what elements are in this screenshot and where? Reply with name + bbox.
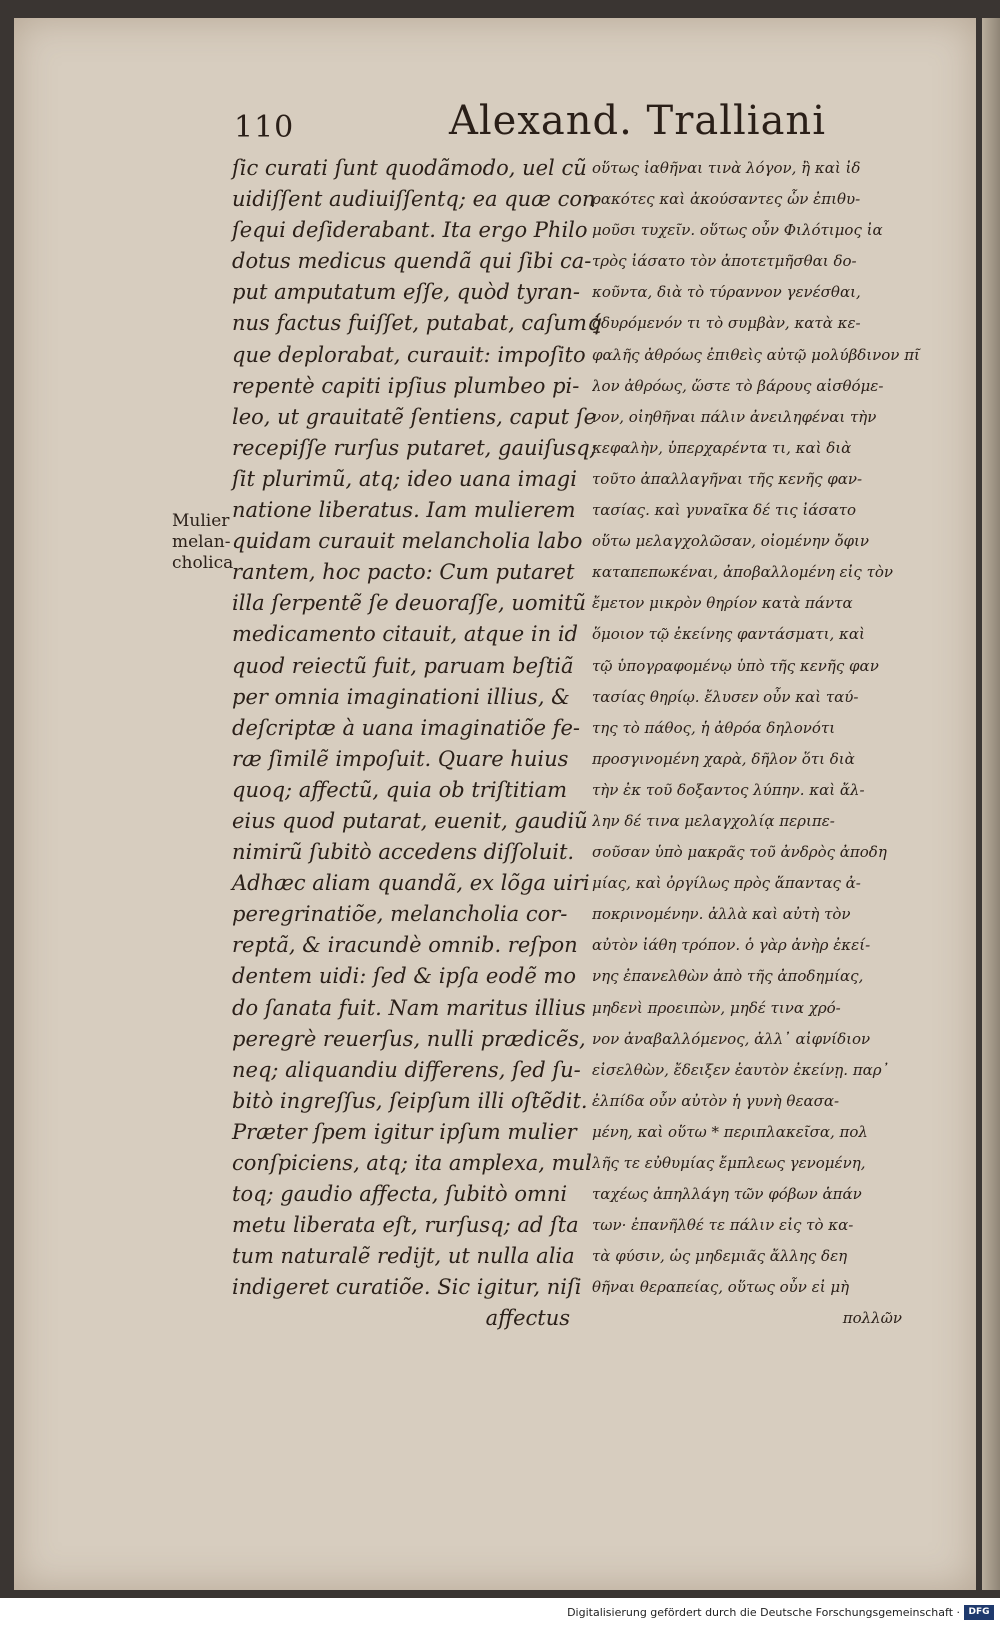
latin-text-line: que deplorabat, curauit: impoſito: [232, 342, 586, 367]
greek-text-line: νον ἀναβαλλόμενος, ἀλλ᾽ αἰφνίδιον: [592, 1029, 871, 1048]
latin-text-line: per omnia imaginationi illius, &: [232, 684, 570, 709]
latin-text-line: leo, ut grauitatẽ ſentiens, caput ſe: [232, 404, 597, 429]
page-edge: [982, 18, 1000, 1590]
latin-text-line: medicamento citauit, atque in id: [232, 622, 578, 647]
greek-text-line: τοῦτο ἀπαλλαγῆναι τῆς κενῆς φαν-: [592, 469, 863, 488]
latin-text-line: conſpiciens, atq; ita amplexa, mul: [232, 1151, 592, 1175]
margin-note-line: melan-: [172, 532, 231, 552]
latin-text-line: affectus: [485, 1306, 570, 1331]
greek-text-line: λῆς τε εὐθυμίας ἔμπλεως γενομένη,: [592, 1154, 866, 1172]
greek-text-line: τρὸς ἰάσατο τὸν ἀποτετμῆσθαι δο-: [592, 252, 857, 271]
greek-text-line: νης ἐπανελθὼν ἀπὸ τῆς ἀποδημίας,: [592, 967, 864, 986]
greek-text-line: μίας, καὶ ὀργίλως πρὸς ἅπαντας ἀ-: [592, 874, 861, 893]
latin-text-line: uidiſſent audiuiſſentq; ea quæ con: [232, 187, 596, 212]
latin-text-line: ſic curati ſunt quodãmodo, uel cũ: [232, 156, 587, 180]
greek-text-line: ὅμοιον τῷ ἐκείνης φαντάσματι, καὶ: [592, 625, 865, 644]
greek-text-line: εἰσελθὼν, ἔδειξεν ἑαυτὸν ἐκείνῃ. παρ᾽: [592, 1060, 890, 1079]
running-title: Alexand. Tralliani: [449, 98, 826, 144]
latin-text-line: do ſanata fuit. Nam maritus illius: [232, 995, 586, 1020]
latin-text-line: quoq; affectũ, quia ob triſtitiam: [232, 777, 568, 802]
latin-text-line: metu liberata eſt, rurſusq; ad ſta: [232, 1213, 579, 1238]
latin-text-line: dentem uidi: ſed & ipſa eodẽ mo: [232, 964, 576, 989]
latin-text-line: ſit plurimũ, atq; ideo uana imagi: [232, 466, 577, 491]
latin-text-line: recepiſſe rurſus putaret, gauiſusq;: [232, 435, 597, 460]
greek-text-line: ταχέως ἀπηλλάγη τῶν φόβων ἁπάν: [592, 1185, 862, 1204]
latin-column: [232, 153, 601, 1335]
greek-text-line: τὴν ἐκ τοῦ δοξαντος λύπην. καὶ ἄλ-: [592, 780, 865, 799]
greek-text-line: ποκρινομένην. ἀλλὰ καὶ αὐτὴ τὸν: [592, 905, 851, 924]
page-number: 110: [234, 110, 295, 145]
latin-text-line: illa ſerpentẽ ſe deuoraſſe, uomitũ: [232, 591, 587, 616]
latin-text-line: put amputatum eſſe, quòd tyran-: [232, 280, 580, 305]
greek-text-line: νον, οἰηθῆναι πάλιν ἀνειληφέναι τὴν: [592, 407, 877, 426]
credit-text: Digitalisierung gefördert durch die Deutsche Forschungsgemeinschaft ·: [567, 1606, 960, 1619]
greek-text-line: πολλῶν: [842, 1309, 902, 1328]
latin-text-line: peregrè reuerſus, nulli prædicẽs,: [232, 1026, 586, 1051]
latin-text-line: ræ ſimilẽ impoſuit. Quare huius: [232, 746, 569, 771]
page-header: [14, 98, 976, 158]
greek-text-line: φαλῆς ἀθρόως ἐπιθεὶς αὐτῷ μολύβδινον πῖ: [592, 345, 920, 364]
greek-text-line: οὕτως ἰαθῆναι τινὰ λόγον, ἢ καὶ ἰδ: [592, 159, 861, 177]
greek-text-line: κοῦντα, διὰ τὸ τύραννον γενέσθαι,: [592, 283, 861, 302]
greek-text-line: ἐλπίδα οὖν αὐτὸν ἡ γυνὴ θεασα-: [592, 1091, 840, 1110]
credit-bar: [0, 1598, 1000, 1628]
dfg-logo: DFG: [964, 1605, 994, 1620]
latin-text-line: Præter ſpem igitur ipſum mulier: [232, 1119, 577, 1144]
latin-text-line: bitò ingreſſus, ſeipſum illi oſtẽdit.: [232, 1088, 588, 1113]
latin-text-line: quidam curauit melancholia labo: [232, 529, 583, 554]
latin-text-line: toq; gaudio affecta, ſubitò omni: [232, 1182, 568, 1207]
margin-note-line: cholica: [172, 553, 234, 573]
latin-text-line: neq; aliquandiu differens, ſed ſu-: [232, 1057, 581, 1082]
greek-text-line: αὐτὸν ἰάθη τρόπον. ὁ γὰρ ἀνὴρ ἐκεί-: [592, 936, 871, 955]
greek-text-line: προσγινομένη χαρὰ, δῆλον ὅτι διὰ: [592, 749, 855, 768]
greek-text-line: λην δέ τινα μελαγχολίᾳ περιπε-: [592, 811, 835, 830]
greek-text-line: της τὸ πάθος, ἡ ἀθρόα δηλονότι: [592, 718, 836, 737]
greek-text-line: ὀδυρόμενόν τι τὸ συμβὰν, κατὰ κε-: [592, 314, 861, 333]
greek-text-line: ἔμετον μικρὸν θηρίον κατὰ πάντα: [592, 594, 853, 613]
latin-text-line: dotus medicus quendã qui ſibi ca-: [232, 249, 592, 274]
latin-text-line: quod reiectũ fuit, paruam beſtiã: [232, 653, 574, 678]
latin-text-line: indigeret curatiõe. Sic igitur, niſi: [232, 1275, 582, 1300]
latin-text-line: nus factus fuiſſet, putabat, caſumꝗ́: [232, 311, 601, 336]
latin-text-line: rantem, hoc pacto: Cum putaret: [232, 560, 575, 585]
greek-text-line: μοῦσι τυχεῖν. οὕτως οὖν Φιλότιμος ἰα: [592, 221, 883, 240]
greek-text-line: σοῦσαν ὑπὸ μακρᾶς τοῦ ἀνδρὸς ἀποδη: [592, 843, 887, 862]
latin-text-line: peregrinatiõe, melancholia cor-: [232, 902, 568, 927]
greek-text-line: θῆναι θεραπείας, οὕτως οὖν εἰ μὴ: [592, 1278, 850, 1297]
greek-text-line: μηδενὶ προειπὼν, μηδέ τινα χρό-: [592, 998, 841, 1017]
greek-text-line: τῷ ὑπογραφομένῳ ὑπὸ τῆς κενῆς φαν: [592, 656, 879, 675]
margin-note-line: Mulier: [172, 511, 230, 531]
latin-text-line: repentè capiti ipſius plumbeo pi-: [232, 373, 580, 398]
greek-text-line: μένη, καὶ οὕτω * περιπλακεῖσα, πολ: [592, 1122, 868, 1141]
latin-text-line: reptã, & iracundè omnib. reſpon: [232, 933, 578, 958]
greek-text-line: τασίας θηρίῳ. ἔλυσεν οὖν καὶ ταύ-: [592, 687, 859, 706]
greek-text-line: τὰ φύσιν, ὡς μηδεμιᾶς ἄλλης δεη: [592, 1247, 848, 1266]
latin-text-line: natione liberatus. Iam mulierem: [232, 498, 576, 523]
latin-text-line: nimirũ ſubitò accedens diſſoluit.: [232, 840, 575, 865]
greek-text-line: λον ἀθρόως, ὥστε τὸ βάρους αἰσθόμε-: [592, 376, 884, 395]
greek-text-line: κεφαλὴν, ὑπερχαρέντα τι, καὶ διὰ: [592, 438, 852, 457]
greek-text-line: καταπεπωκέναι, ἀποβαλλομένη εἰς τὸν: [592, 563, 894, 582]
greek-text-line: τασίας. καὶ γυναῖκα δέ τις ἰάσατο: [592, 501, 857, 520]
latin-text-line: Adhæc aliam quandã, ex lõga uiri: [232, 871, 590, 896]
latin-text-line: ſequi deſiderabant. Ita ergo Philo: [232, 218, 588, 243]
latin-text-line: eius quod putarat, euenit, gaudiũ: [232, 808, 588, 833]
book-page: [14, 18, 976, 1590]
latin-text-line: tum naturalẽ redijt, ut nulla alia: [232, 1244, 575, 1269]
greek-text-line: ρακότες καὶ ἀκούσαντες ὧν ἐπιθυ-: [592, 190, 861, 209]
greek-text-line: των· ἐπανῆλθέ τε πάλιν εἰς τὸ κα-: [592, 1216, 854, 1235]
greek-text-line: οὕτω μελαγχολῶσαν, οἰομένην ὄφιν: [592, 532, 869, 551]
latin-text-line: deſcriptæ à uana imaginatiõe fe-: [232, 715, 580, 740]
greek-column: [592, 153, 942, 1335]
